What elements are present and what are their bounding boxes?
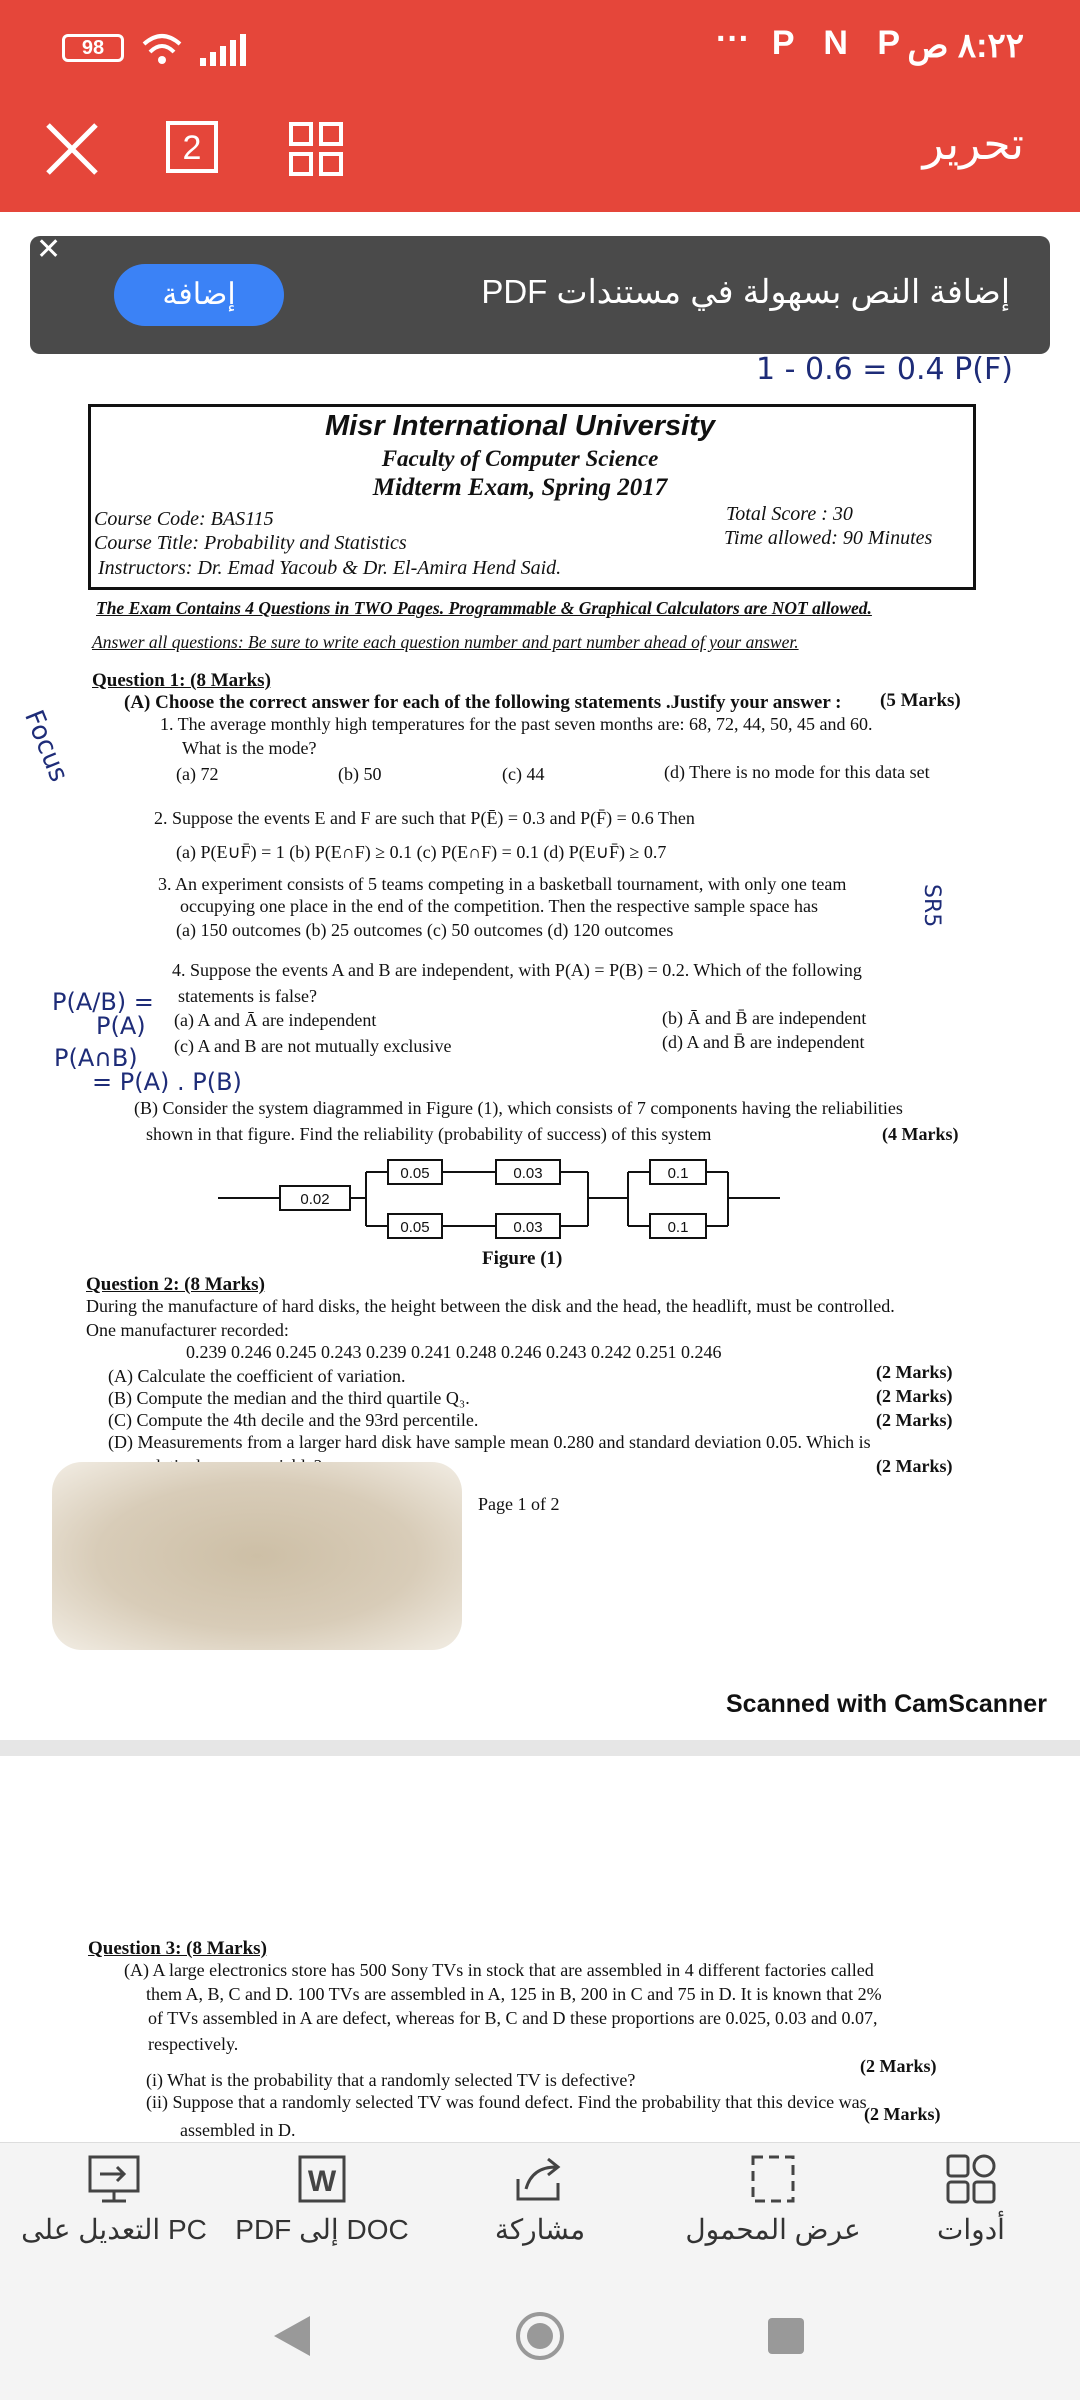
q1-part-b: (B) Consider the system diagrammed in Figure (1), which consists of 7 components having the reliabilities <box>134 1098 903 1118</box>
q1-item-4: 4. Suppose the events A and B are independent, with P(A) = P(B) = 0.2. Which of the following <box>172 960 862 980</box>
university-name: Misr International University <box>325 410 715 442</box>
app-header <box>0 0 1080 212</box>
q2-text-line2: One manufacturer recorded: <box>86 1320 289 1340</box>
pdf-to-doc-label: PDF إلى DOC <box>235 2214 409 2245</box>
signal-wifi-icon <box>140 30 260 70</box>
q1-item-3-line2: occupying one place in the end of the competition. Then the respective sample space has <box>180 896 818 916</box>
close-tooltip-icon[interactable]: ✕ <box>36 233 62 266</box>
time-allowed: Time allowed: 90 Minutes <box>724 527 933 549</box>
q1-item-2-options: (a) P(E∪F̄) = 1 (b) P(E∩F) ≥ 0.1 (c) P(E∩F) = 0.1 (d) P(E∪F̄) ≥ 0.7 <box>176 842 667 862</box>
question-2-title: Question 2: (8 Marks) <box>86 1274 265 1295</box>
pc-edit-icon <box>14 2153 214 2213</box>
fig-value: 0.05 <box>400 1165 430 1182</box>
tab-count-button[interactable]: 2 <box>166 121 218 173</box>
q2c-marks: (2 Marks) <box>876 1410 953 1430</box>
camscanner-watermark: Scanned with CamScanner <box>726 1690 1047 1718</box>
exam-notice-1: The Exam Contains 4 Questions in TWO Pages. Programmable & Graphical Calculators are NOT allowed. <box>96 598 872 618</box>
edit-button[interactable]: تحرير <box>922 120 1024 169</box>
back-icon[interactable] <box>270 2312 314 2360</box>
more-notifications-icon: ··· <box>716 20 750 58</box>
fig-value: 0.03 <box>513 1165 543 1182</box>
q3-text-3: of TVs assembled in A are defect, whereas for B, C and D these proportions are 0.025, 0.03 and 0.07, <box>148 2008 878 2028</box>
q3-text-1: (A) A large electronics store has 500 Sony TVs in stock that are assembled in 4 different factories called <box>124 1960 874 1980</box>
question-1-title: Question 1: (8 Marks) <box>92 670 271 691</box>
q3-text-4: respectively. <box>148 2034 239 2054</box>
q3-text-2: them A, B, C and D. 100 TVs are assembled in A, 125 in B, 200 in C and 75 in D. It is known that 2% <box>146 1984 882 2004</box>
margin-note-product: = P(A) . P(B) <box>92 1068 242 1096</box>
q3-part-ii: (ii) Suppose that a randomly selected TV was found defect. Find the probability that this device was <box>146 2092 867 2112</box>
reliability-diagram <box>210 1150 790 1260</box>
pdf-to-doc-button[interactable] <box>222 2153 422 2246</box>
total-score: Total Score : 30 <box>726 503 853 525</box>
q1-1-option-d: (d) There is no mode for this data set <box>664 762 930 782</box>
exam-notice-2: Answer all questions: Be sure to write each question number and part number ahead of your answer. <box>92 632 799 652</box>
q1-4-option-d: (d) A and B̄ are independent <box>662 1032 865 1052</box>
q2-part-d: (D) Measurements from a larger hard disk have sample mean 0.280 and standard deviation 0.05. Which is <box>108 1432 871 1452</box>
share-icon <box>470 2153 610 2213</box>
q1-1-option-b: (b) 50 <box>338 764 382 784</box>
q3-part-i: (i) What is the probability that a randomly selected TV is defective? <box>146 2070 636 2090</box>
q1-part-a: (A) Choose the correct answer for each of the following statements .Justify your answer : <box>124 692 842 713</box>
fig-value: 0.05 <box>400 1219 430 1236</box>
scan-smudge <box>52 1462 462 1650</box>
recents-icon[interactable] <box>766 2316 806 2356</box>
tools-grid-icon <box>906 2153 1036 2213</box>
home-icon[interactable] <box>514 2310 566 2362</box>
q3-ii-marks: (2 Marks) <box>864 2104 941 2124</box>
fig-value: 0.1 <box>667 1165 689 1182</box>
question-3-title: Question 3: (8 Marks) <box>88 1938 267 1959</box>
fig-value: 0.02 <box>300 1191 330 1208</box>
course-title: Course Title: Probability and Statistics <box>94 532 407 554</box>
battery-icon: 98 <box>62 34 124 62</box>
q1-item-3: 3. An experiment consists of 5 teams competing in a basketball tournament, with only one team <box>158 874 847 894</box>
q1-part-b-line2: shown in that figure. Find the reliability (probability of success) of this system <box>146 1124 712 1144</box>
toolbar <box>0 95 1080 212</box>
share-label: مشاركة <box>494 2214 586 2245</box>
figure-caption: Figure (1) <box>482 1248 563 1269</box>
page-divider <box>0 1740 1080 1756</box>
instructors: Instructors: Dr. Emad Yacoub & Dr. El-Amira Hend Said. <box>98 557 562 579</box>
edit-on-pc-label: التعديل على PC <box>21 2214 207 2245</box>
faculty-name: Faculty of Computer Science <box>381 446 659 471</box>
q1-4-option-c: (c) A and B are not mutually exclusive <box>174 1036 452 1056</box>
q1-item-3-options: (a) 150 outcomes (b) 25 outcomes (c) 50 outcomes (d) 120 outcomes <box>176 920 674 940</box>
q2-text: During the manufacture of hard disks, the height between the disk and the head, the headlift, must be controlled. <box>86 1296 895 1316</box>
tools-label: أدوات <box>937 2214 1005 2245</box>
q1-part-a-marks: (5 Marks) <box>880 690 961 711</box>
q2b-marks: (2 Marks) <box>876 1386 953 1406</box>
add-text-tooltip <box>30 233 1050 354</box>
tooltip-text: إضافة النص بسهولة في مستندات PDF <box>481 273 1010 310</box>
clock: ٨:٢٢ ص <box>907 27 1024 65</box>
q1-item-2: 2. Suppose the events E and F are such that P(Ē) = 0.3 and P(F̄) = 0.6 Then <box>154 808 695 828</box>
q2-data: 0.239 0.246 0.245 0.243 0.239 0.241 0.248 0.246 0.243 0.242 0.251 0.246 <box>186 1342 722 1362</box>
q2-part-b: (B) Compute the median and the third quartile Q₃. <box>108 1388 470 1408</box>
margin-note-focus: Focus <box>18 706 74 787</box>
fig-value: 0.03 <box>513 1219 543 1236</box>
bottom-toolbar <box>0 2142 1080 2273</box>
system-nav-bar <box>0 2272 1080 2400</box>
q1-item-4-question: statements is false? <box>178 986 317 1006</box>
svg-text:W: W <box>307 2165 337 2198</box>
exam-title: Midterm Exam, Spring 2017 <box>372 474 668 501</box>
q2-part-a: (A) Calculate the coefficient of variation. <box>108 1366 406 1386</box>
q1-1-option-a: (a) 72 <box>176 764 219 784</box>
q2-part-c: (C) Compute the 4th decile and the 93rd percentile. <box>108 1410 479 1430</box>
q3-i-marks: (2 Marks) <box>860 2056 937 2076</box>
q1-4-option-a: (a) A and Ā are independent <box>174 1010 377 1030</box>
edit-on-pc-button[interactable] <box>14 2153 214 2246</box>
q1-1-option-c: (c) 44 <box>502 764 545 784</box>
q1-part-b-marks: (4 Marks) <box>882 1124 959 1144</box>
q1-4-option-b: (b) Ā and B̄ are independent <box>662 1008 867 1028</box>
q3-part-ii-line2: assembled in D. <box>180 2120 296 2140</box>
margin-note-pa: P(A) <box>96 1012 146 1040</box>
mobile-view-button[interactable] <box>668 2153 878 2246</box>
close-icon[interactable] <box>44 121 100 177</box>
grid-view-icon[interactable] <box>288 121 344 177</box>
share-button[interactable] <box>470 2153 610 2246</box>
q2a-marks: (2 Marks) <box>876 1362 953 1382</box>
margin-note-pab: P(A/B) = <box>52 988 154 1016</box>
handwritten-top-note: 1 - 0.6 = 0.4 P(F) <box>756 352 1013 387</box>
margin-note-sr5: SR5 <box>919 884 944 928</box>
notification-icons: P N P <box>771 24 910 62</box>
margin-note-pab-intersect: P(A∩B) <box>54 1044 138 1072</box>
course-code: Course Code: BAS115 <box>94 508 274 530</box>
mobile-view-label: عرض المحمول <box>685 2214 861 2245</box>
fig-value: 0.1 <box>667 1219 689 1236</box>
q1-item-1: 1. The average monthly high temperatures for the past seven months are: 68, 72, 44, 50, 45 and 60. <box>160 714 873 734</box>
add-text-button[interactable]: إضافة <box>114 264 284 326</box>
word-doc-icon <box>222 2153 422 2213</box>
status-bar <box>0 0 1080 95</box>
page-number: Page 1 of 2 <box>478 1494 560 1514</box>
q1-item-1-question: What is the mode? <box>182 738 317 758</box>
mobile-view-icon <box>668 2153 878 2213</box>
q2d-marks: (2 Marks) <box>876 1456 953 1476</box>
tools-button[interactable] <box>906 2153 1036 2246</box>
